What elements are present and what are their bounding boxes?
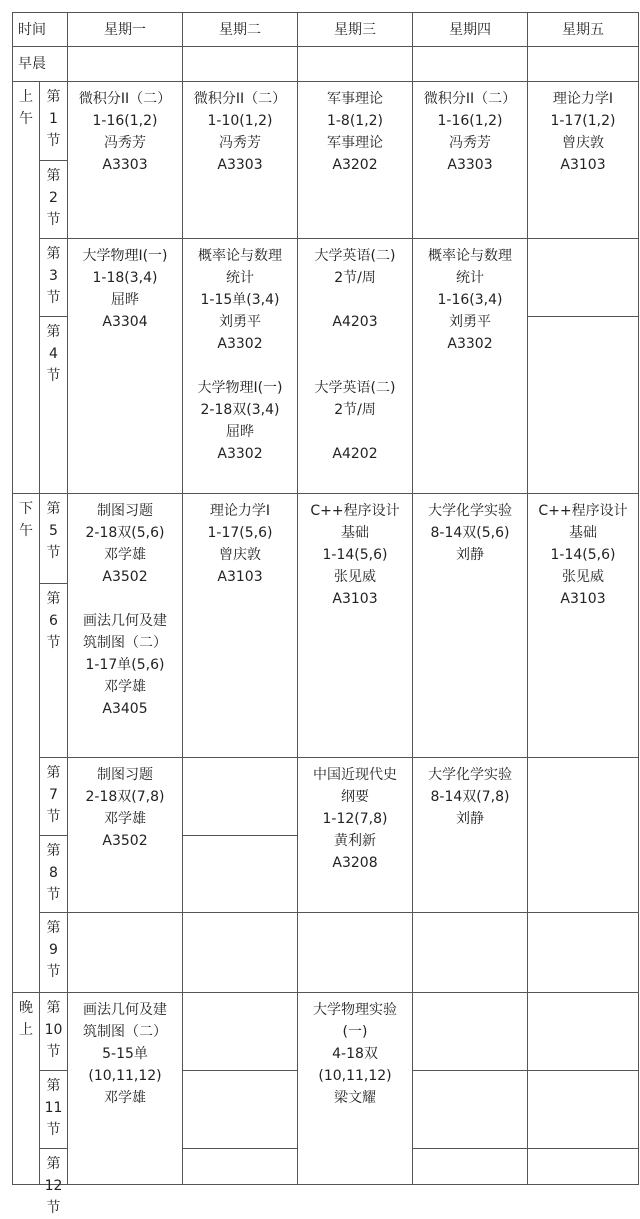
course-line: A3103 [332,591,378,607]
course-line: 微积分II（二） [193,91,287,107]
empty-slot[interactable] [183,993,298,1071]
empty-slot[interactable] [528,758,639,913]
period-label-text: 节 [46,887,61,903]
course-line: A3202 [332,157,378,173]
course-line: 纲要 [341,789,369,805]
empty-slot[interactable] [528,239,639,317]
period-label-text: 节 [46,635,61,651]
period-label-text: 节 [46,368,61,384]
course-line: 基础 [341,525,369,541]
course-line: 2节/周 [334,402,376,418]
timetable [12,12,639,1216]
course-line: 邓学雄 [104,547,146,563]
course-line: A3304 [102,314,148,330]
section-label [13,993,40,1185]
course-cell[interactable] [413,82,528,239]
empty-slot[interactable] [528,913,639,993]
course-line: A3103 [560,157,606,173]
course-cell[interactable] [528,494,639,758]
period-label [40,836,68,913]
period-label-text: 第 [46,501,61,517]
course-line [298,289,412,311]
course-line: 张见威 [562,569,604,585]
course-cell[interactable] [183,494,298,758]
course-cell[interactable] [298,758,413,913]
course-cell[interactable] [183,82,298,239]
course-line [298,333,412,355]
course-line: 大学化学实验 [428,767,512,783]
period-label-text: 节 [46,212,61,228]
header-day: 星期三 [298,13,413,47]
course-line: 1-12(7,8) [322,811,388,827]
section-label-char: 上 [19,1022,33,1038]
course-line: A3103 [217,569,263,585]
period-label-text: 节 [46,964,61,980]
course-line: 基础 [569,525,597,541]
course-line: 8-14双(7,8) [430,789,510,805]
course-line [68,588,182,610]
course-line: 微积分II（二） [78,91,172,107]
course-line: 冯秀芳 [219,135,261,151]
empty-slot[interactable] [413,913,528,993]
course-line: 1-14(5,6) [322,547,388,563]
empty-slot[interactable] [528,993,639,1071]
course-line: 微积分II（二） [423,91,517,107]
period-label [40,913,68,993]
course-cell[interactable] [413,494,528,758]
course-line: 屈晔 [226,424,254,440]
period-label [40,584,68,758]
course-line: A3302 [217,336,263,352]
course-line: 邓学雄 [104,811,146,827]
course-line: 制图习题 [97,503,153,519]
course-line: 画法几何及建 [83,613,167,629]
course-line: A3302 [217,446,263,462]
course-cell[interactable] [298,993,413,1185]
course-line: 统计 [226,270,254,286]
section-label-char: 晚 [19,1000,33,1016]
course-line: 冯秀芳 [449,135,491,151]
period-label-text: 第 [46,765,61,781]
morning-slot[interactable] [413,47,528,82]
course-line: C++程序设计 [310,503,400,519]
course-line: 军事理论 [327,135,383,151]
course-line: A3303 [447,157,493,173]
course-line: 制图习题 [97,767,153,783]
period-label-text: 节 [46,1122,61,1138]
course-line: 1-17单(5,6) [85,657,165,673]
period-label-text: 第 [46,1156,61,1172]
course-line: 1-17(5,6) [207,525,273,541]
course-line: 大学化学实验 [428,503,512,519]
course-line: 曾庆敦 [562,135,604,151]
course-line: 筑制图（二） [83,1024,167,1040]
course-line: A3303 [102,157,148,173]
course-line: A3405 [102,701,148,717]
period-label-text: 节 [46,809,61,825]
course-cell[interactable] [413,758,528,913]
course-line: 梁文耀 [334,1090,376,1106]
period-label-text: 第 [46,843,61,859]
period-label-text: 节 [46,290,61,306]
period-label-text: 8 [49,865,58,881]
course-line: 1-16(1,2) [437,113,503,129]
course-line: 大学英语(二) [314,248,396,264]
course-cell[interactable] [298,82,413,239]
course-line: 理论力学I [209,503,271,519]
empty-slot[interactable] [183,1149,298,1185]
period-label-text: 节 [46,133,61,149]
course-line: 统计 [456,270,484,286]
course-line: 屈晔 [111,292,139,308]
section-label [13,82,40,494]
period-label-text: 7 [49,787,58,803]
period-label-text: 12 [44,1178,63,1194]
course-line: (10,11,12) [318,1068,392,1084]
course-line: 刘静 [456,547,484,563]
empty-slot[interactable] [298,913,413,993]
course-cell[interactable] [68,82,183,239]
course-line: (一) [342,1024,368,1040]
course-line: 刘勇平 [449,314,491,330]
course-line: 刘勇平 [219,314,261,330]
course-line: 8-14双(5,6) [430,525,510,541]
course-line: 2节/周 [334,270,376,286]
course-line: 张见威 [334,569,376,585]
course-cell[interactable] [528,82,639,239]
course-line: 5-15单 [102,1046,148,1062]
empty-slot[interactable] [528,1149,639,1185]
course-line: A3303 [217,157,263,173]
empty-slot[interactable] [183,836,298,913]
morning-slot[interactable] [183,47,298,82]
empty-slot[interactable] [413,1071,528,1149]
course-line: A3302 [447,336,493,352]
course-line: 1-14(5,6) [550,547,616,563]
course-line: 1-10(1,2) [207,113,273,129]
period-label-text: 3 [49,268,58,284]
empty-slot[interactable] [528,317,639,494]
course-cell[interactable] [68,993,183,1185]
course-line: A4202 [332,446,378,462]
period-label-text: 10 [44,1022,63,1038]
morning-slot[interactable] [298,47,413,82]
period-label [40,1149,68,1216]
course-line: A3208 [332,855,378,871]
course-line: 曾庆敦 [219,547,261,563]
period-label-text: 节 [46,545,61,561]
course-line: 邓学雄 [104,1090,146,1106]
period-label-text: 第 [46,246,61,262]
course-line: 1-17(1,2) [550,113,616,129]
course-line: 冯秀芳 [104,135,146,151]
period-label [40,993,68,1071]
header-day: 星期一 [68,13,183,47]
period-label-text: 第 [46,168,61,184]
period-label [40,239,68,317]
course-line [298,421,412,443]
empty-slot[interactable] [413,1149,528,1185]
period-label-text: 2 [49,190,58,206]
empty-slot[interactable] [68,913,183,993]
course-cell[interactable] [298,494,413,758]
course-line: 1-16(1,2) [92,113,158,129]
period-label-text: 5 [49,523,58,539]
empty-slot[interactable] [183,1071,298,1149]
period-label-text: 第 [46,324,61,340]
period-label-text: 11 [44,1100,63,1116]
empty-slot[interactable] [183,758,298,836]
period-label [40,494,68,584]
course-line: 大学物理I(一) [82,248,168,264]
course-line: 概率论与数理 [198,248,282,264]
period-label-text: 节 [46,1200,61,1216]
course-line: A3502 [102,833,148,849]
course-line: 概率论与数理 [428,248,512,264]
course-line: 1-16(3,4) [437,292,503,308]
empty-slot[interactable] [528,1071,639,1149]
course-line: 2-18双(5,6) [85,525,165,541]
course-cell[interactable] [413,239,528,494]
empty-slot[interactable] [183,913,298,993]
course-cell[interactable] [68,239,183,494]
period-label-text: 第 [46,920,61,936]
section-label-char: 午 [19,523,33,539]
course-cell[interactable] [68,494,183,758]
period-label [40,758,68,836]
period-label-text: 6 [49,613,58,629]
course-cell[interactable] [183,239,298,494]
period-label-text: 第 [46,89,61,105]
course-cell[interactable] [68,758,183,913]
course-line: 1-8(1,2) [326,113,384,129]
course-line: C++程序设计 [538,503,628,519]
course-line: 2-18双(7,8) [85,789,165,805]
course-line [183,355,297,377]
course-line: 邓学雄 [104,679,146,695]
morning-slot[interactable] [68,47,183,82]
course-line: 黄利新 [334,833,376,849]
period-label-text: 第 [46,591,61,607]
header-time: 时间 [13,13,68,47]
period-label-text: 1 [49,111,58,127]
course-line: 大学物理实验 [313,1002,397,1018]
period-label [40,1071,68,1149]
section-label-char: 上 [19,89,33,105]
morning-label: 早晨 [13,47,68,82]
period-label [40,82,68,161]
section-label-char: 下 [19,501,33,517]
period-label-text: 节 [46,1044,61,1060]
header-day: 星期五 [528,13,639,47]
course-line: A4203 [332,314,378,330]
header-day: 星期四 [413,13,528,47]
course-line [298,355,412,377]
period-label-text: 9 [49,942,58,958]
header-day: 星期二 [183,13,298,47]
period-label-text: 第 [46,1078,61,1094]
period-label [40,161,68,239]
course-line: 2-18双(3,4) [200,402,280,418]
course-line: 4-18双 [332,1046,378,1062]
morning-slot[interactable] [528,47,639,82]
course-line: 大学英语(二) [314,380,396,396]
course-line: 1-15单(3,4) [200,292,280,308]
course-line: 画法几何及建 [83,1002,167,1018]
course-line: 大学物理I(一) [197,380,283,396]
period-label-text: 第 [46,1000,61,1016]
section-label [13,494,40,993]
period-label-text: 4 [49,346,58,362]
course-line: A3103 [560,591,606,607]
course-line: 刘静 [456,811,484,827]
course-line: 中国近现代史 [313,767,397,783]
course-cell[interactable] [298,239,413,494]
period-label [40,317,68,494]
course-line: 筑制图（二） [83,635,167,651]
course-line: 理论力学I [552,91,614,107]
section-label-char: 午 [19,111,33,127]
course-line: A3502 [102,569,148,585]
course-line: 军事理论 [327,91,383,107]
empty-slot[interactable] [413,993,528,1071]
course-line: (10,11,12) [88,1068,162,1084]
course-line: 1-18(3,4) [92,270,158,286]
